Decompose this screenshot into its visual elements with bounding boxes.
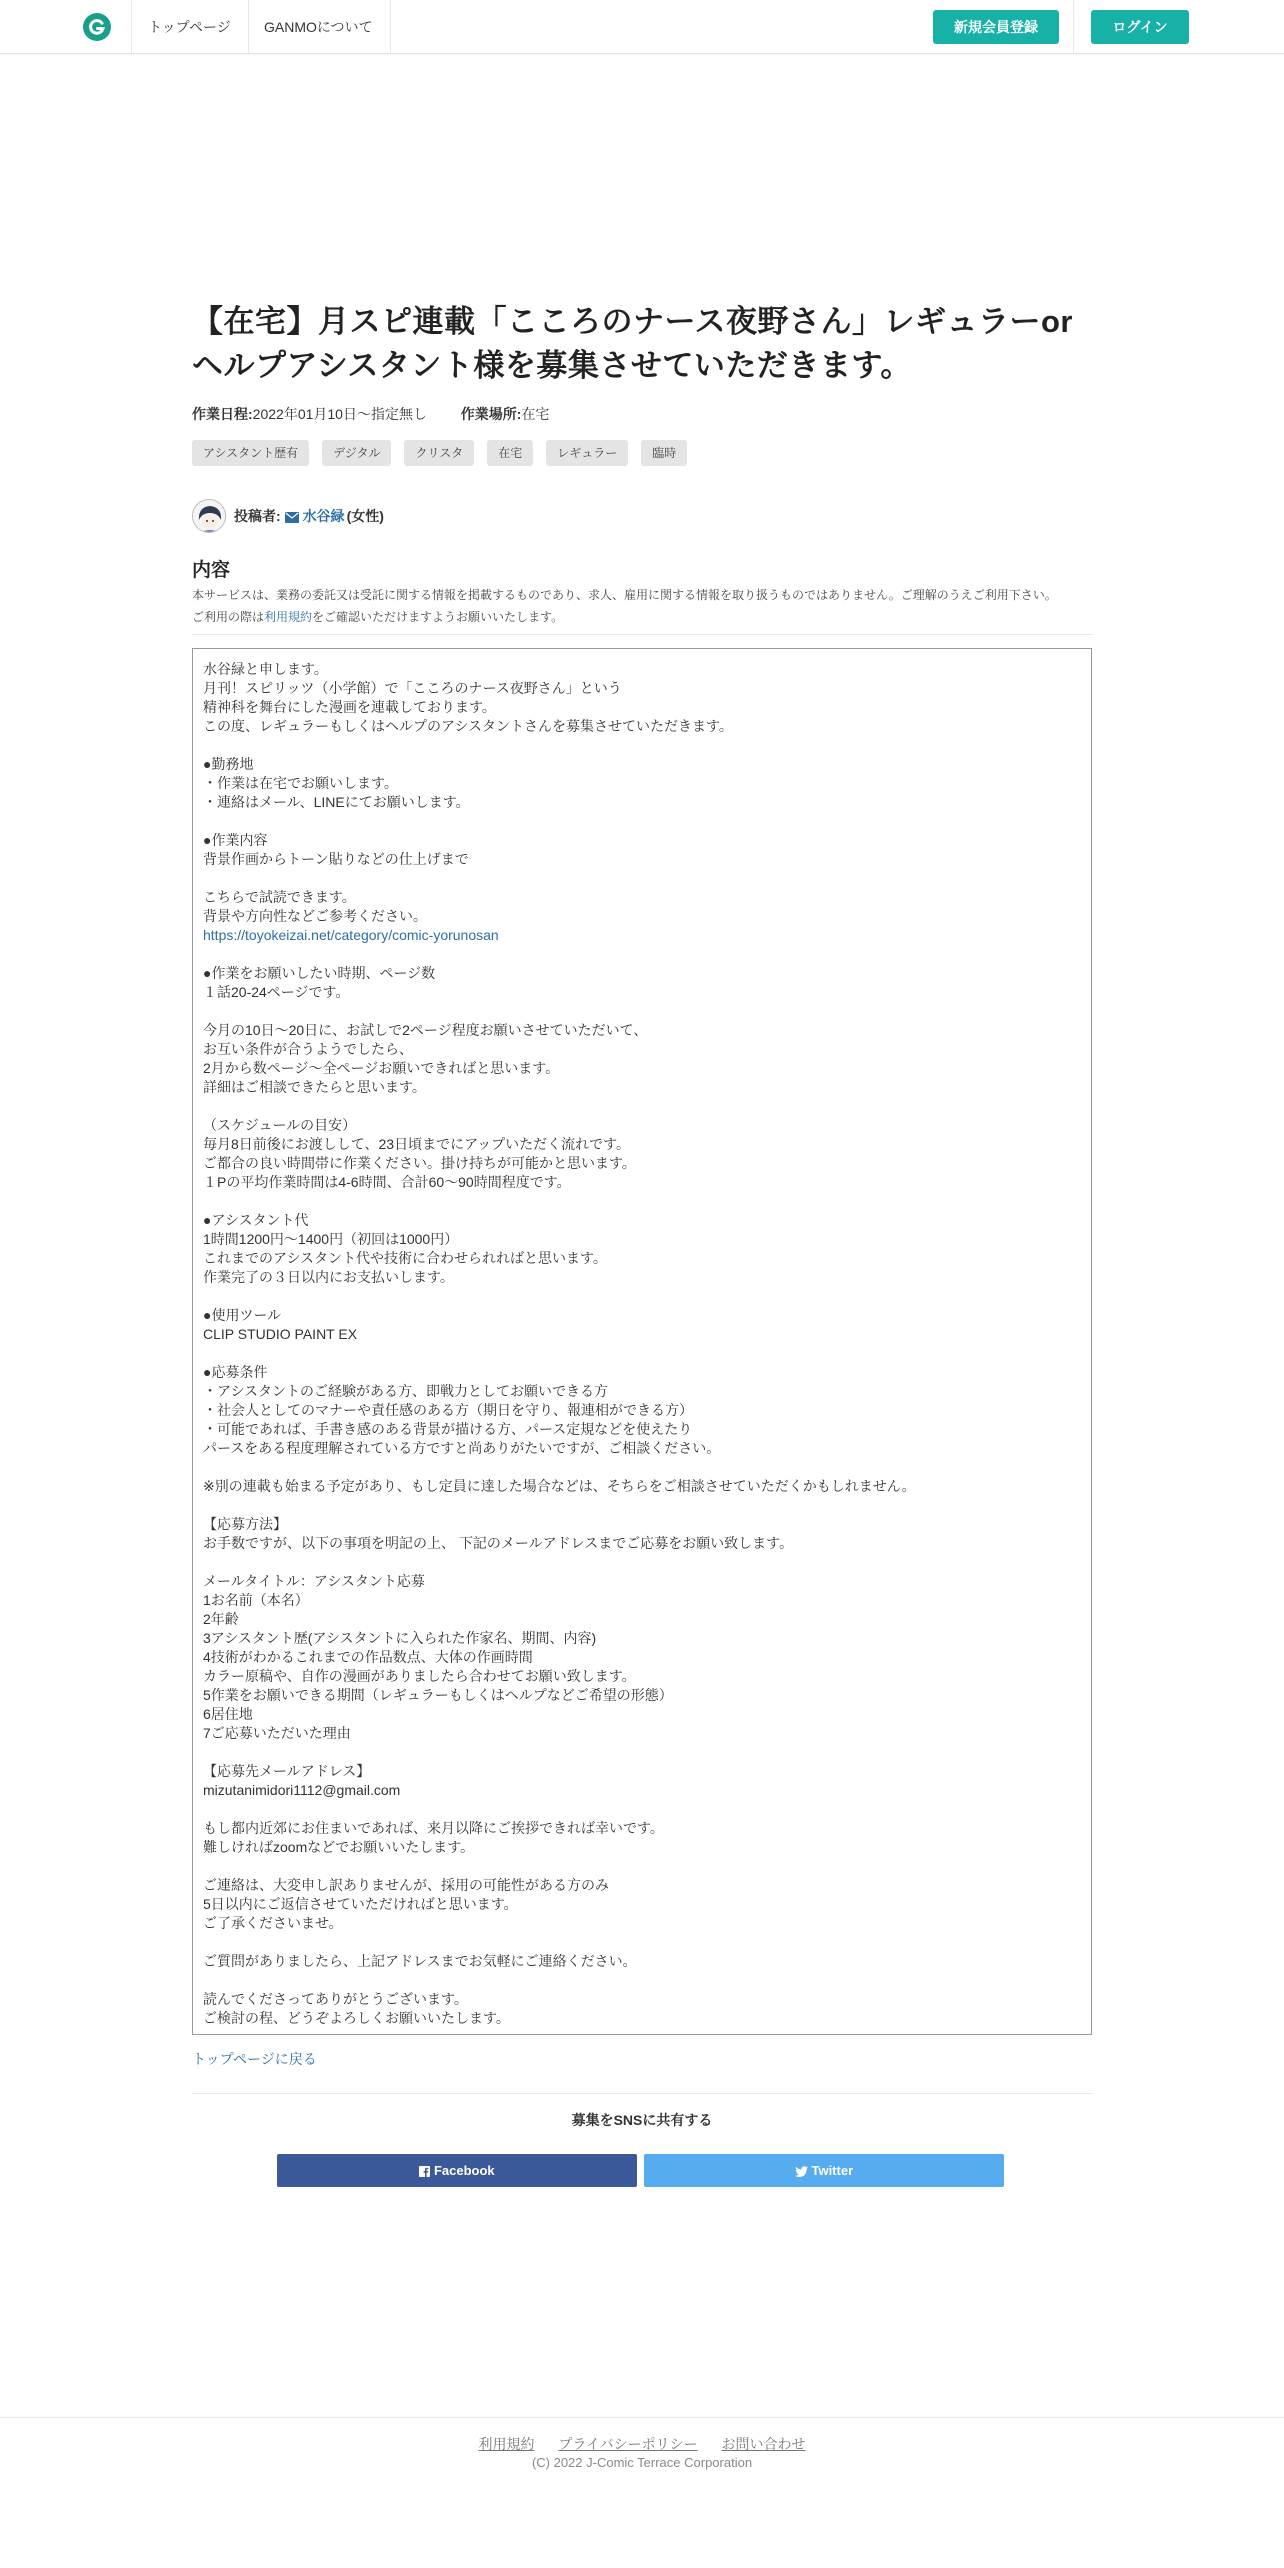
poster-gender: (女性) (346, 508, 384, 524)
twitter-label: Twitter (811, 2163, 854, 2178)
page-title: 【在宅】月スピ連載「こころのナース夜野さん」レギュラーorヘルプアシスタント様を募集させていただきます。 (192, 304, 1073, 383)
site-header (0, 0, 1284, 54)
service-notice: 本サービスは、業務の委託又は受託に関する情報を掲載するものであり、求人、雇用に関する情報を取り扱うものではありません。ご理解のうえご利用下さい。 (192, 588, 1057, 602)
share-title: 募集をSNSに共有する (571, 2112, 713, 2128)
logo-mark-icon (88, 18, 106, 36)
place-value: 在宅 (521, 406, 550, 422)
tag[interactable]: 在宅 (487, 440, 533, 466)
tag[interactable]: レギュラー (546, 440, 628, 466)
tag-list (192, 440, 1092, 466)
nav-divider (1073, 0, 1074, 54)
twitter-share-button[interactable] (644, 2154, 1004, 2187)
login-button[interactable]: ログイン (1091, 10, 1189, 44)
job-detail (192, 300, 1092, 2188)
nav-divider (131, 0, 132, 54)
nav-top-page[interactable]: トップページ (148, 19, 231, 35)
footer-link-contact[interactable]: お問い合わせ (721, 2436, 806, 2452)
signup-button[interactable]: 新規会員登録 (933, 10, 1059, 44)
avatar[interactable] (192, 499, 226, 533)
avatar-illustration-icon (193, 500, 226, 533)
twitter-bird-icon (795, 2166, 808, 2177)
terms-notice-post: をご確認いただけますようお願いいたします。 (312, 610, 564, 624)
divider (192, 2093, 1092, 2094)
back-to-top-link[interactable]: トップページに戻る (192, 2051, 317, 2067)
facebook-label: Facebook (433, 2163, 495, 2178)
poster-info (192, 498, 1092, 534)
copyright: (C) 2022 J-Comic Terrace Corporation (531, 2455, 753, 2470)
footer-divider (0, 2417, 1284, 2418)
facebook-share-button[interactable] (277, 2154, 637, 2187)
sample-comic-link[interactable]: https://toyokeizai.net/category/comic-yorunosan (203, 927, 499, 943)
tag[interactable]: アシスタント歴有 (192, 440, 309, 466)
nav-divider (390, 0, 391, 54)
divider (192, 634, 1092, 635)
poster-name-link[interactable] (285, 506, 345, 526)
ganmo-logo-icon[interactable] (83, 13, 111, 41)
description-part-1: 水谷緑と申します。 月刊！スピリッツ（小学館）で「こころのナース夜野さん」という 精神科を舞台にした漫画を連載しております。 この度、レギュラーもしくはヘルプのアシスタントさんを募集させていただきます。 ●勤務地 ・作業は在宅でお願いします。 ・連絡はメール、LINEにてお願いします。 ●作業内容 背景作画からトーン貼りなどの仕上げまで こちらで試読できます。 背景や方向性などご参考ください。 (203, 661, 733, 924)
job-description (192, 648, 1092, 2035)
envelope-icon (285, 512, 299, 523)
footer-link-privacy[interactable]: プライバシーポリシー (558, 2436, 698, 2452)
content-heading: 内容 (192, 560, 231, 581)
nav-about-ganmo[interactable]: GANMOについて (264, 19, 373, 35)
tag[interactable]: クリスタ (404, 440, 474, 466)
job-meta (192, 404, 1092, 424)
footer-link-terms[interactable]: 利用規約 (478, 2436, 535, 2452)
description-part-2: ●作業をお願いしたい時期、ページ数 １話20-24ページです。 今月の10日〜20日に、お試しで2ページ程度お願いさせていただいて、 お互い条件が合うようでしたら、 2月から数ページ〜全ページお願いできればと思います。 詳細はご相談できたらと思います。 （スケジュールの目安） 毎月8日前後にお渡しして、23日頃までにアップいただく流れです。 ご都合の良い時間帯に作業ください。掛け持ちが可能かと思います。 １Pの平均作業時間は4-6時間、合計60〜90時間程度です。 ●アシスタント代 1時間1200円〜1400円（初回は1000円） これまでのアシスタント代や技術に合わせられればと思います。 作業完了の３日以内にお支払いします。 ●使用ツール CLIP STUDIO PAINT EX ●応募条件 ・アシスタントのご経験がある方、即戦力としてお願いできる方 ・社会人としてのマナーや責任感のある方（期日を守り、報連相ができる方） ・可能であれば、手書き感のある背景が描ける方、パース定規などを使えたり パースをある程度理解されている方ですと尚ありがたいですが、ご相談ください。 ※別の連載も始まる予定があり、もし定員に達した場合などは、そちらをご相談させていただくかもしれません。 【応募方法】 お手数ですが、以下の事項を明記の上、 下記のメールアドレスまでご応募をお願い致します。 メールタイトル：アシスタント応募 1お名前（本名） 2年齢 3アシスタント歴(アシスタントに入られた作家名、期間、内容) 4技術がわかるこれまでの作品数点、大体の作画時間 カラー原稿や、自作の漫画がありましたら合わせてお願い致します。 5作業をお願いできる期間（レギュラーもしくはヘルプなどご希望の形態） 6居住地 7ご応募いただいた理由 【応募先メールアドレス】 mizutanimidori1112@gmail.com もし都内近郊にお住まいであれば、来月以降にご挨拶できれば幸いです。 難しければzoomなどでお願いいたします。 ご連絡は、大変申し訳ありませんが、採用の可能性がある方のみ 5日以内にご返信させていただければと思います。 ご了承くださいませ。 ご質問がありましたら、上記アドレスまでお気軽にご連絡ください。 読んでくださってありがとうございます。 ご検討の程、どうぞよろしくお願いいたします。 (203, 965, 916, 2026)
nav-divider (248, 0, 249, 54)
share-buttons (192, 2154, 1092, 2188)
date-label: 作業日程: (192, 406, 253, 422)
place-label: 作業場所: (460, 406, 522, 422)
terms-link[interactable]: 利用規約 (264, 610, 313, 624)
facebook-icon (419, 2166, 430, 2177)
terms-notice (192, 606, 1092, 628)
tag[interactable]: 臨時 (641, 440, 687, 466)
poster-label: 投稿者: (234, 508, 281, 524)
tag[interactable]: デジタル (322, 440, 391, 466)
poster-name: 水谷緑 (302, 508, 345, 524)
date-value: 2022年01月10日〜指定無し (252, 406, 427, 422)
footer-links (0, 2434, 1284, 2454)
terms-notice-pre: ご利用の際は (192, 610, 265, 624)
